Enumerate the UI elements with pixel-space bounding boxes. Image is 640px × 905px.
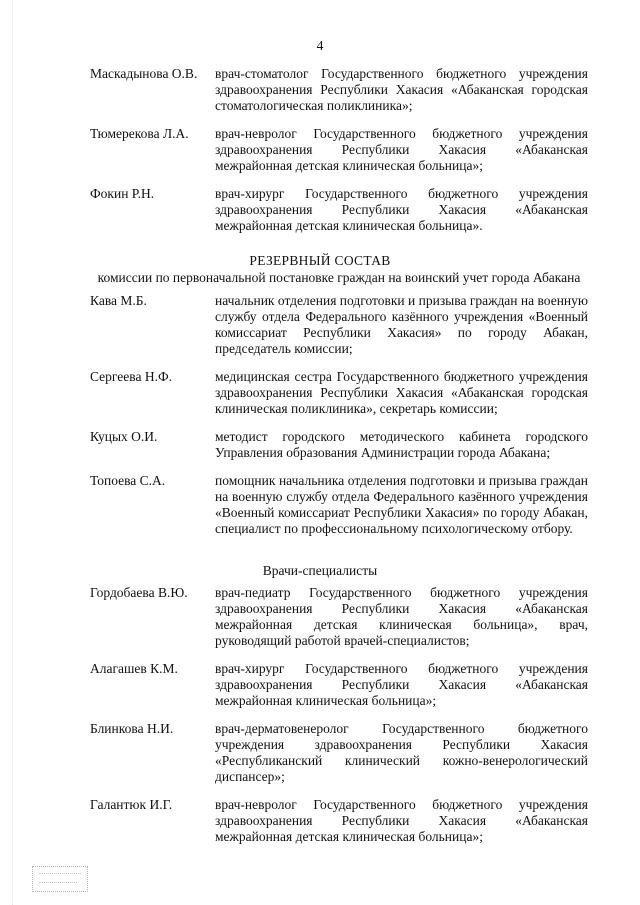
member-position: врач-дерматовенеролог Государственного бюджетного учреждения здравоохранения Республики Хакасия «Республиканский клинический кожно-венерологический диспансер»; <box>215 721 588 784</box>
member-name: Топоева С.А. <box>90 473 166 488</box>
member-name: Фокин Р.Н. <box>90 186 155 201</box>
list-item <box>90 473 588 537</box>
list-item <box>90 429 588 461</box>
member-name: Алагашев К.М. <box>90 661 178 676</box>
member-name: Блинкова Н.И. <box>90 721 174 736</box>
member-position: начальник отделения подготовки и призыва граждан на военную службу отдела Федерального казённого учреждения «Военный комиссариат Республики Хакасия» по городу Абакан, председатель комиссии; <box>215 293 588 356</box>
page-number: 4 <box>316 38 324 53</box>
list-item <box>90 661 588 709</box>
member-name: Сергеева Н.Ф. <box>90 369 172 384</box>
member-position: врач-невролог Государственного бюджетного учреждения здравоохранения Республики Хакасия «Абаканская межрайонная детская клиническая больница»; <box>215 797 588 844</box>
reserve-subtitle: комиссии по первоначальной постановке граждан на воинский учет города Абакана <box>97 270 581 285</box>
doctors-list <box>90 585 588 857</box>
member-name: Тюмерекова Л.А. <box>90 126 189 141</box>
member-position: методист городского методического кабинета городского Управления образования Администрации города Абакана; <box>215 429 588 460</box>
reserve-members-list <box>90 293 588 549</box>
doctors-heading: Врачи-специалисты <box>262 563 378 578</box>
list-item <box>90 66 588 114</box>
member-name: Галантюк И.Г. <box>90 797 173 812</box>
member-position: врач-невролог Государственного бюджетного учреждения здравоохранения Республики Хакасия «Абаканская межрайонная детская клиническая больница»; <box>215 126 588 173</box>
member-position: врач-хирург Государственного бюджетного учреждения здравоохранения Республики Хакасия «Абаканская межрайонная клиническая больница»; <box>215 661 588 708</box>
member-name: Кава М.Б. <box>90 293 147 308</box>
member-name: Гордобаева В.Ю. <box>90 585 188 600</box>
member-position: врач-хирург Государственного бюджетного учреждения здравоохранения Республики Хакасия «Абаканская межрайонная детская клиническая больница». <box>215 186 588 233</box>
main-members-list <box>90 66 588 246</box>
list-item <box>90 369 588 417</box>
member-position: медицинская сестра Государственного бюджетного учреждения здравоохранения Республики Хакасия «Абаканская городская клиническая поликлиника», секретарь комиссии; <box>215 369 588 416</box>
list-item <box>90 126 588 174</box>
reserve-title: РЕЗЕРВНЫЙ СОСТАВ <box>249 253 391 268</box>
member-name: Куцых О.И. <box>90 429 158 444</box>
member-name: Маскадынова О.В. <box>90 66 198 81</box>
list-item <box>90 186 588 234</box>
member-position: врач-педиатр Государственного бюджетного учреждения здравоохранения Республики Хакасия «Абаканская межрайонная детская клиническая больница», врач, руководящий работой врачей-специалистов; <box>215 585 588 648</box>
member-position: врач-стоматолог Государственного бюджетного учреждения здравоохранения Республики Хакасия «Абаканская городская стоматологическая поликлиника»; <box>215 66 588 113</box>
scan-edge-mark <box>12 0 14 905</box>
list-item <box>90 721 588 785</box>
list-item <box>90 293 588 357</box>
member-position: помощник начальника отделения подготовки и призыва граждан на военную службу отдела Федерального казённого учреждения «Военный комиссариат Республики Хакасия» по городу Абакан, специалист по профессиональному психологическому отбору. <box>215 473 588 536</box>
list-item <box>90 585 588 649</box>
stamp-mark <box>32 866 88 892</box>
list-item <box>90 797 588 845</box>
